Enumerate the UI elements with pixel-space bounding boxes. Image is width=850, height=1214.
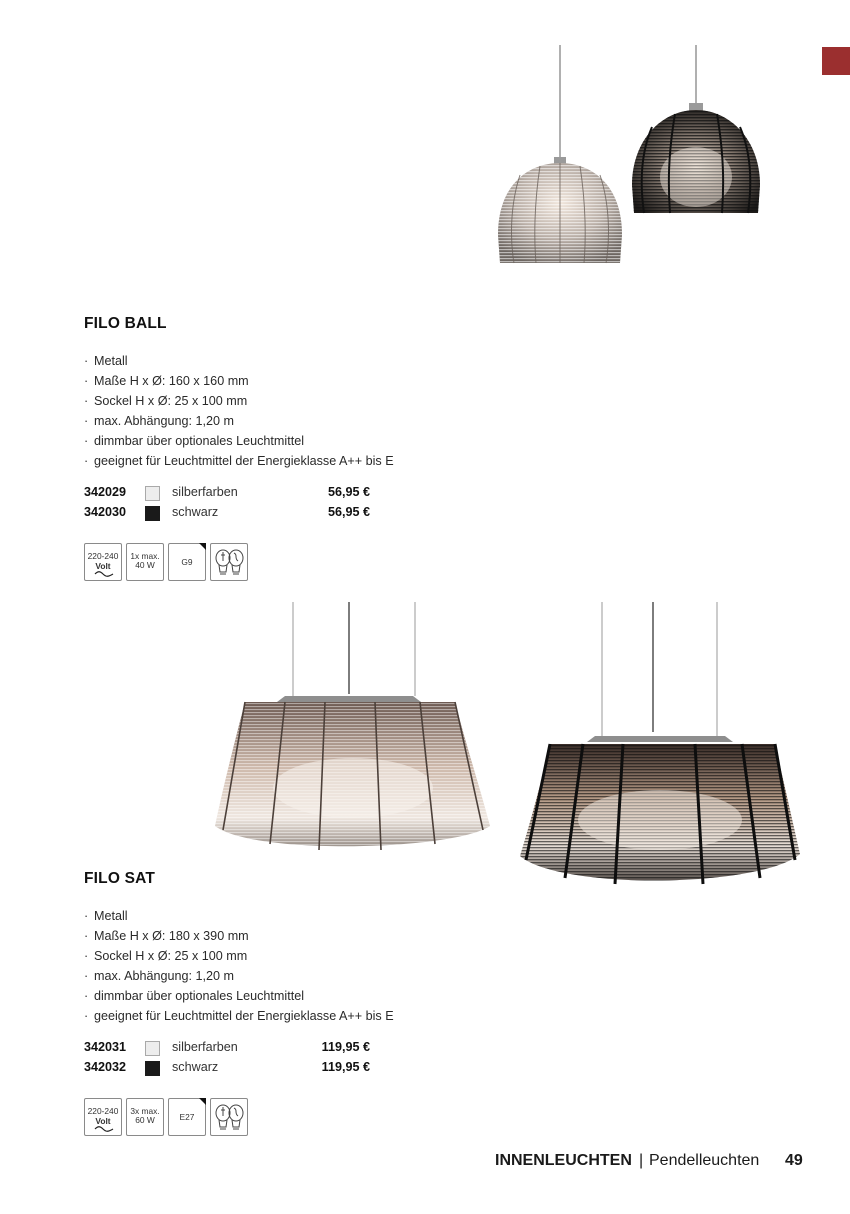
- article-number: 342032: [84, 1060, 127, 1074]
- feature-item: · Maße H x Ø: 160 x 160 mm: [84, 374, 249, 388]
- socket-icon: G9: [168, 543, 206, 581]
- article-number: 342029: [84, 485, 127, 499]
- corner-marker: [199, 1098, 206, 1105]
- product-title: FILO SAT: [84, 870, 156, 887]
- feature-item: · Sockel H x Ø: 25 x 100 mm: [84, 394, 248, 408]
- feature-list: [84, 906, 504, 1026]
- variant-row: [84, 504, 504, 524]
- color-swatch-black: [145, 506, 160, 521]
- color-name: schwarz: [172, 505, 219, 519]
- color-swatch-silver: [145, 1041, 160, 1056]
- feature-item: · geeignet für Leuchtmittel der Energieklasse A++ bis E: [84, 1009, 394, 1023]
- price: 56,95 €: [327, 485, 370, 499]
- feature-item: · dimmbar über optionales Leuchtmittel: [84, 989, 305, 1003]
- variant-table: [84, 1039, 504, 1079]
- footer-section: INNENLEUCHTEN: [495, 1152, 632, 1169]
- variant-row: [84, 1059, 504, 1079]
- article-number: 342030: [84, 505, 127, 519]
- chapter-marker: [822, 47, 850, 75]
- product-filo-sat: [84, 870, 504, 1138]
- color-name: silberfarben: [172, 1040, 238, 1054]
- filo-sat-lamp-image: [215, 598, 805, 893]
- corner-marker: [199, 543, 206, 550]
- color-name: silberfarben: [172, 485, 238, 499]
- feature-list: [84, 351, 504, 471]
- color-swatch-black: [145, 1061, 160, 1076]
- feature-item: · Metall: [84, 354, 128, 368]
- spec-icons: [84, 1098, 504, 1138]
- spec-icons: [84, 543, 504, 583]
- footer-separator: |: [639, 1152, 644, 1169]
- variant-row: [84, 484, 504, 504]
- price: 56,95 €: [327, 505, 370, 519]
- page-footer: [495, 1152, 805, 1174]
- dimmable-bulbs-icon: [210, 1098, 248, 1136]
- feature-item: · Sockel H x Ø: 25 x 100 mm: [84, 949, 248, 963]
- product-filo-ball: [84, 315, 504, 583]
- variant-row: [84, 1039, 504, 1059]
- wattage-icon: 1x max. 40 W: [126, 543, 164, 581]
- price: 119,95 €: [321, 1060, 370, 1074]
- product-title: FILO BALL: [84, 315, 167, 332]
- feature-item: · Metall: [84, 909, 128, 923]
- color-name: schwarz: [172, 1060, 219, 1074]
- feature-item: · max. Abhängung: 1,20 m: [84, 414, 235, 428]
- feature-item: · max. Abhängung: 1,20 m: [84, 969, 235, 983]
- filo-ball-lamp-image: [490, 45, 770, 270]
- page-number: 49: [785, 1152, 803, 1169]
- footer-subsection: Pendelleuchten: [649, 1152, 760, 1169]
- voltage-icon: 220-240 Volt: [84, 1098, 122, 1136]
- wattage-icon: 3x max. 60 W: [126, 1098, 164, 1136]
- feature-item: · geeignet für Leuchtmittel der Energieklasse A++ bis E: [84, 454, 394, 468]
- price: 119,95 €: [321, 1040, 370, 1054]
- article-number: 342031: [84, 1040, 127, 1054]
- socket-icon: E27: [168, 1098, 206, 1136]
- dimmable-bulbs-icon: [210, 543, 248, 581]
- variant-table: [84, 484, 504, 524]
- color-swatch-silver: [145, 486, 160, 501]
- feature-item: · Maße H x Ø: 180 x 390 mm: [84, 929, 249, 943]
- voltage-icon: 220-240 Volt: [84, 543, 122, 581]
- feature-item: · dimmbar über optionales Leuchtmittel: [84, 434, 305, 448]
